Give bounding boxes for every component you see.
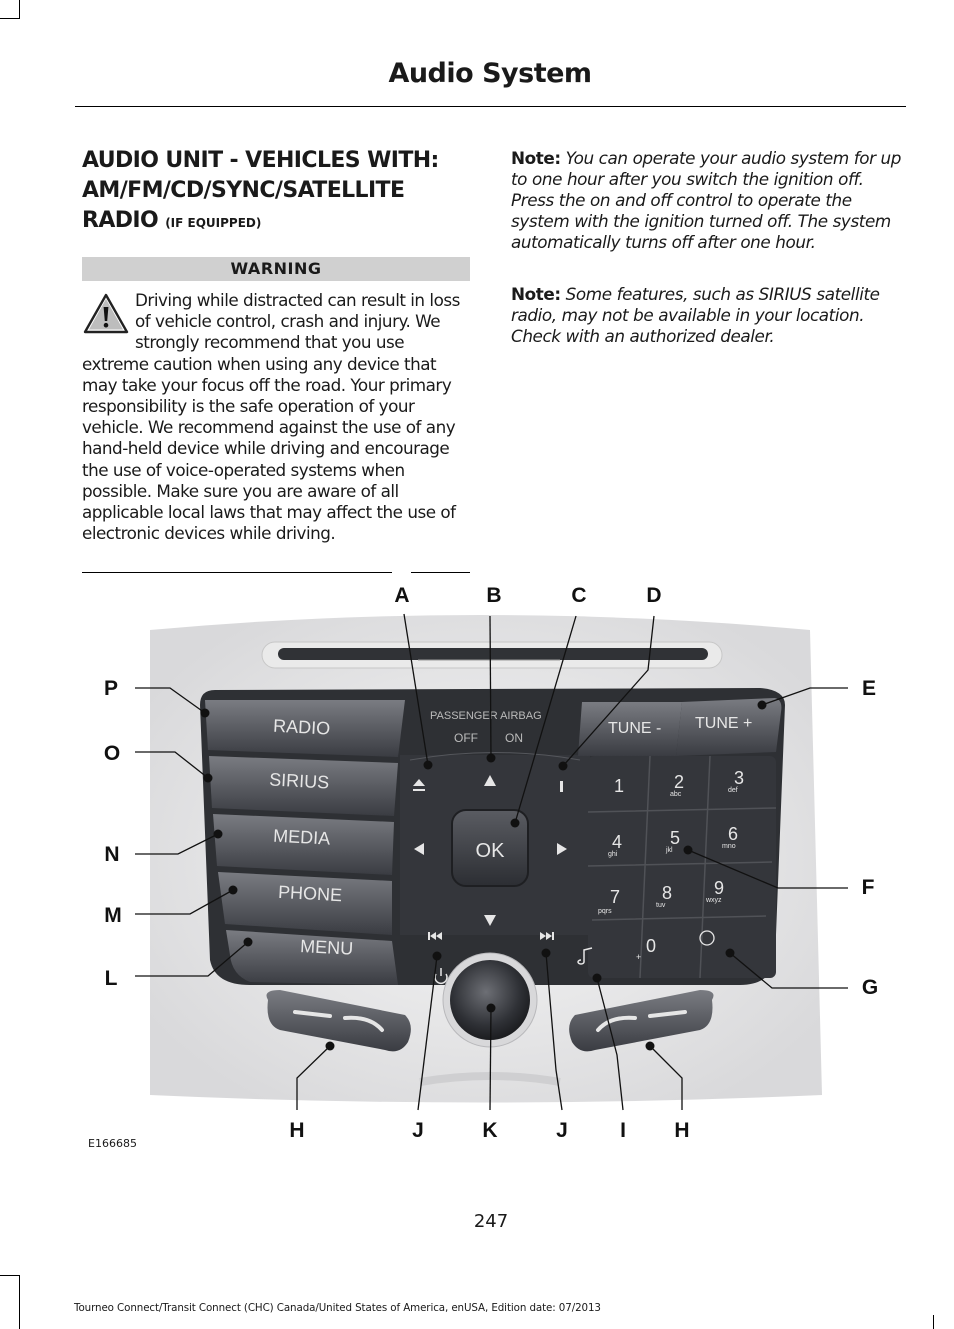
- callout-g: G: [861, 976, 879, 999]
- tune-down-label: TUNE -: [608, 720, 662, 737]
- key-8-letters: tuv: [656, 902, 666, 909]
- callout-h-left: H: [289, 1119, 305, 1142]
- crop-mark: [0, 18, 20, 19]
- keypad: [578, 756, 776, 978]
- icon-gap: [82, 290, 135, 350]
- callout-h-right: H: [674, 1119, 690, 1142]
- callout-l: L: [104, 967, 118, 990]
- key-4: 4: [612, 832, 623, 852]
- note-sirius: [511, 284, 906, 347]
- key-5: 5: [670, 828, 681, 848]
- warning-label: WARNING: [82, 257, 470, 281]
- callout-j-right: J: [556, 1119, 568, 1142]
- key-3: 3: [734, 768, 745, 788]
- key-0-plus: +: [636, 952, 642, 962]
- note-ignition: [511, 148, 906, 253]
- callout-m: M: [104, 904, 122, 927]
- key-7: 7: [610, 887, 621, 907]
- key-0: 0: [646, 936, 657, 956]
- edition-footer: Tourneo Connect/Transit Connect (CHC) Canada/United States of America, enUSA, Edition date: 07/2013: [74, 1302, 601, 1314]
- phone-button-label: PHONE: [277, 881, 343, 906]
- callout-k: K: [482, 1119, 498, 1142]
- key-9-letters: wxyz: [706, 897, 722, 904]
- title-divider: [75, 106, 906, 107]
- media-button-label: MEDIA: [272, 825, 331, 849]
- note-label: Note:: [511, 284, 561, 304]
- section-heading: [82, 146, 477, 238]
- radio-button-label: RADIO: [272, 715, 331, 739]
- crop-mark: [19, 0, 20, 18]
- callout-n: N: [104, 843, 120, 866]
- key-8: 8: [662, 883, 673, 903]
- airbag-off-label: OFF: [454, 731, 478, 745]
- page-number: 247: [473, 1211, 509, 1232]
- crop-mark: [0, 1275, 20, 1276]
- key-7-letters: pqrs: [598, 908, 612, 915]
- figure-id: E166685: [88, 1137, 137, 1150]
- key-3-letters: def: [728, 787, 738, 794]
- key-6: 6: [728, 824, 739, 844]
- callout-i: I: [620, 1119, 626, 1142]
- section-heading-text: AUDIO UNIT - VEHICLES WITH: AM/FM/CD/SYNC/SATELLITE RADIO: [82, 148, 439, 233]
- source-buttons: [205, 700, 405, 985]
- key-6-letters: mno: [722, 843, 736, 850]
- audio-unit-illustration: [0, 580, 954, 1160]
- callout-o: O: [103, 742, 121, 765]
- info-icon: [560, 781, 563, 792]
- warning-body: [82, 290, 472, 544]
- callout-b: B: [486, 584, 502, 607]
- note-text: You can operate your audio system for up to one hour after you switch the ignition off. Press the on and off control to operate the system with the ignition turned off. The system automatically turns off after one hour.: [511, 148, 902, 252]
- key-9: 9: [714, 878, 725, 898]
- key-2-letters: abc: [670, 791, 682, 798]
- section-heading-qualifier: (IF EQUIPPED): [165, 216, 262, 230]
- warning-bottom-rule: [82, 572, 392, 573]
- key-1: 1: [614, 776, 625, 796]
- airbag-label: PASSENGER AIRBAG: [430, 710, 542, 722]
- callout-f: F: [861, 876, 875, 899]
- ok-button-label: OK: [475, 840, 505, 862]
- menu-button-label: MENU: [299, 935, 354, 959]
- cd-slot-opening: [278, 648, 708, 660]
- crop-mark: [19, 1275, 20, 1329]
- airbag-on-label: ON: [505, 731, 523, 745]
- tune-up-label: TUNE +: [695, 715, 753, 732]
- callout-p: P: [103, 677, 119, 700]
- key-5-letters: jkl: [666, 847, 673, 854]
- note-label: Note:: [511, 148, 561, 168]
- callout-j-left: J: [412, 1119, 424, 1142]
- warning-bottom-rule: [411, 572, 470, 573]
- key-4-letters: ghi: [608, 851, 618, 858]
- callout-d: D: [646, 584, 662, 607]
- crop-mark: [933, 1315, 934, 1329]
- note-text: Some features, such as SIRIUS satellite radio, may not be available in your location. Check with an authorized dealer.: [511, 284, 880, 346]
- callout-c: C: [571, 584, 587, 607]
- volume-knob: [450, 960, 530, 1040]
- callout-a: A: [394, 584, 410, 607]
- key-2: 2: [674, 772, 685, 792]
- warning-body-text: Driving while distracted can result in loss of vehicle control, crash and injury. We strongly recommend that you use extreme caution when using any device that may take your focus off the road. Your primary responsibility is the safe operation of your vehicle. We recommend against the use of any hand-held device while driving and encourage the use of voice-operated systems when possible. Make sure you are aware of all applicable local laws that may affect the use of electronic devices while driving.: [82, 290, 460, 544]
- page-title: Audio System: [388, 58, 592, 89]
- callout-e: E: [861, 677, 877, 700]
- sirius-button-label: SIRIUS: [268, 769, 330, 793]
